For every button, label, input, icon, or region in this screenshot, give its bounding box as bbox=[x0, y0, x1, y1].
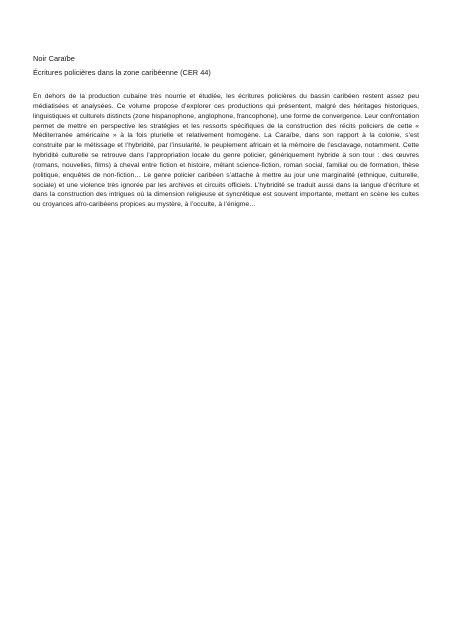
document-subtitle: Écritures policières dans la zone caribéenne (CER 44) bbox=[33, 68, 211, 77]
document-title: Noir Caraïbe bbox=[33, 54, 75, 63]
document-content bbox=[33, 54, 419, 210]
document-body-paragraph: En dehors de la production cubaine très nourrie et étudiée, les écritures policières du bassin caribéen restent assez peu médiatisées et analysées. Ce volume propose d’explorer ces productions qui présentent, malgré des héritages historiques, linguistiques et culturels distincts (zone hispanophone, anglophone, francophone), une forme de convergence. Leur confrontation permet de mettre en perspective les stratégies et les ressorts spécifiques de la construction des récits policiers de cette « Méditerranée américaine » à la fois plurielle et relativement homogène. La Caraïbe, dans son rapport à la colonie, s’est construite par le métissage et l’hybridité, par l’insularité, le peuplement africain et la mémoire de l’esclavage, notamment. Cette hybridité culturelle se retrouve dans l’appropriation locale du genre policier, génériquement hybride à son tour : des œuvres (romans, nouvelles, films) à cheval entre fiction et histoire, mêlant science-fiction, roman social, familial ou de formation, thèse politique, enquêtes de non-fiction… Le genre policier caribéen s’attache à mettre au jour une marginalité (ethnique, culturelle, sociale) et une violence très ignorée par les archives et circuits officiels. L’hybridité se traduit aussi dans la langue d’écriture et dans la construction des intrigues où la dimension religieuse et syncrétique est souvent importante, mettant en scène les cultes ou croyances afro-caribéens propices au mystère, à l’occulte, à l’énigme… bbox=[33, 93, 419, 209]
